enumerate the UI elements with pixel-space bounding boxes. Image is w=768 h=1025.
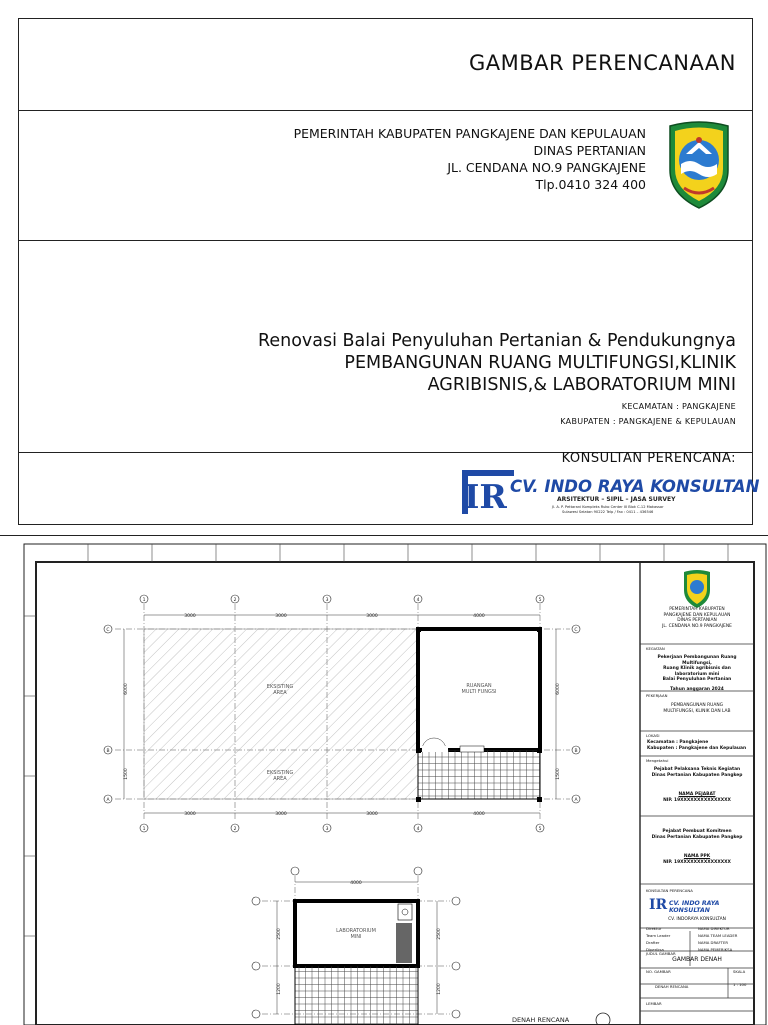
cv-name: CV. INDO RAYA KONSULTAN [510,477,760,496]
room-multi-label: RUANGAN MULTI FUNGSI [461,683,497,695]
tb-director: CV. INDORAYA KONSULTAN [668,917,726,922]
title-row [19,19,752,111]
tb-row-3-value: NAMA DRAFTER [698,940,728,945]
existing-area-label-lower: EKSISTING AREA [266,770,294,782]
dim-bottom-4: 4000 [473,812,485,817]
dim-right-1500: 1500 [556,768,561,780]
titleblock-emblem-icon [684,570,710,608]
axis-label-5-bottom: 5 [538,827,542,832]
tb-judul: GAMBAR DENAH [672,956,722,963]
gov-line-4: Tlp.0410 324 400 [535,177,646,192]
axis-label-1: 1 [142,598,146,603]
project-line-2: PEMBANGUNAN RUANG MULTIFUNGSI,KLINIK [344,353,736,373]
consultant-label: KONSULTAN PERENCANA: [561,451,736,466]
tb-lembar-label: LEMBAR [646,1001,662,1006]
cv-address-1: Jl. A. P. Pettarani Kompleks Ruko Center III Blok C-12 Makassar [552,505,664,509]
government-address [294,125,646,193]
tb-row-4-value: NAMA PEMERIKSA [698,947,733,952]
axis-label-5: 5 [538,598,542,603]
axis-label-a-right: A [574,798,578,803]
existing-area-label: EKSISTING AREA [266,684,294,696]
cv-address-2: Sulawesi Selatan 90222 Telp / Fax : 0411 – 436546 [562,510,654,514]
dim-bottom-3: 3000 [366,812,378,817]
tb-mengetahui-label: Mengetahui [646,758,669,763]
axis-label-4-bottom: 4 [416,827,420,832]
axis-label-4: 4 [416,598,420,603]
dim-lab-left-1200: 1200 [277,983,282,995]
tb-konsultan-label: KONSULTAN PERENCANA [646,888,693,893]
dim-top-1: 3000 [184,614,196,619]
tb-lokasi: Kecamatan : Pangkajene Kabupaten : Pangkajene dan Kepulauan [647,740,747,751]
dim-lab-right-2500: 2500 [437,928,442,940]
project-description [258,330,736,428]
tb-gov: PEMERINTAH KABUPATEN PANGKAJENE DAN KEPULAUAN DINAS PERTANIAN JL. CENDANA NO.9 PANGKAJENE [662,607,732,629]
tb-cv-logo: IR CV. INDO RAYA KONSULTAN [649,897,747,913]
cover-sheet [18,18,753,525]
cv-tagline: ARSITEKTUR – SIPIL – JASA SURVEY [557,496,676,503]
consultant-logo [442,468,760,516]
gov-line-2: DINAS PERTANIAN [533,143,646,158]
axis-label-2-bottom: 2 [233,827,237,832]
tb-kegiatan: Pekerjaan Pembangunan Ruang Multifungsi, Ruang Klinik agribisnis dan laboratorium mini Balai Penyuluhan Pertanian Tahun anggaran 2024 [657,655,737,692]
kabupaten: KABUPATEN : PANGKAJENE & KEPULAUAN [560,417,736,426]
project-row [19,240,752,453]
axis-label-2: 2 [233,598,237,603]
tb-skala: 1 : 100 [733,982,747,987]
dim-top-4: 4000 [473,614,485,619]
tb-cv-name: CV. INDO RAYA KONSULTAN [669,900,720,914]
plan-title: DENAH RENCANA [512,1016,570,1024]
tb-denah-text: DENAH RENCANA [655,984,689,989]
tb-pekerjaan-label: PEKERJAAN [646,693,668,698]
cv-initials: IR [464,477,507,516]
document-title: GAMBAR PERENCANAAN [468,51,736,75]
axis-label-c: C [106,628,110,633]
tb-row-1: Direktur [646,926,662,931]
axis-label-a: A [106,798,110,803]
tb-row-3: Drafter [646,940,660,945]
dim-left-6000: 6000 [124,683,129,695]
tb-pekerjaan: PEMBANGUNAN RUANG MULTIFUNGSI, KLINIK DAN LAB [663,703,731,714]
dim-lab-left-2500: 2500 [277,928,282,940]
project-line-1: Renovasi Balai Penyuluhan Pertanian & Pendukungnya [257,331,736,351]
tb-no-label: NO. GAMBAR [646,969,671,974]
axis-label-b-right: B [574,749,578,754]
dim-left-1500: 1500 [124,768,129,780]
gov-line-3: JL. CENDANA NO.9 PANGKAJENE [447,160,646,175]
project-line-3: AGRIBISNIS,& LABORATORIUM MINI [427,375,736,395]
tb-judul-label: JUDUL GAMBAR [646,951,676,956]
tb-pejabat-1: Pejabat Pelaksana Teknis Kegiatan Dinas Pertanian Kabupaten Pangkep NAMA PEJABAT NIP. 19XXXXXXXXXXXXXXX [651,767,743,803]
tb-skala-label: SKALA [733,969,746,974]
kecamatan: KECAMATAN : PANGKAJENE [621,402,736,411]
dim-bottom-2: 3000 [275,812,287,817]
axis-label-3-bottom: 3 [325,827,329,832]
tb-row-2: Team Leader [646,933,671,938]
tb-kegiatan-label: KEGIATAN [646,646,665,651]
government-row [19,110,752,241]
tb-row-4: Diperiksa [646,947,664,952]
axis-label-c-right: C [574,628,578,633]
dim-top-3: 3000 [366,614,378,619]
axis-label-1-bottom: 1 [142,827,146,832]
dim-lab-4000: 4000 [350,881,362,886]
dim-bottom-1: 3000 [184,812,196,817]
tb-row-2-value: NAMA TEAM LEADER [698,933,738,938]
tb-row-1-value: NAMA DIREKTUR [698,926,730,931]
axis-label-b: B [106,749,110,754]
drawing-sheet [0,535,768,1025]
regency-emblem-logo [664,118,734,210]
dim-right-6000: 6000 [556,683,561,695]
gov-line-1: PEMERINTAH KABUPATEN PANGKAJENE DAN KEPULAUAN [293,126,646,141]
axis-label-3: 3 [325,598,329,603]
tb-pejabat-2: Pejabat Pembuat Komitmen Dinas Pertanian Kabupaten Pangkep NAMA PPK NIP. 19XXXXXXXXXXXXXXX [651,829,743,865]
tb-lokasi-label: LOKASI [646,733,660,738]
dim-lab-right-1200: 1200 [437,983,442,995]
dim-top-2: 3000 [275,614,287,619]
room-lab-label: LABORATORIUM MINI [336,928,376,940]
